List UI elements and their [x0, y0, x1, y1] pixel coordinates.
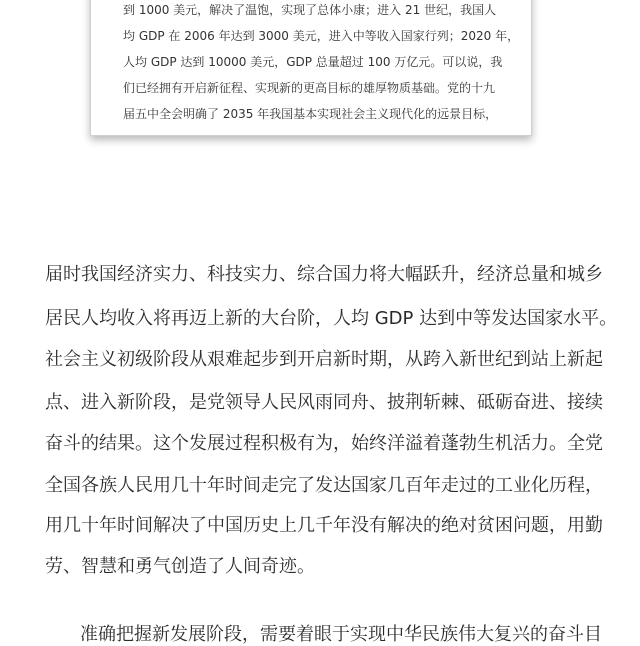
- paragraph-line: 劳、智慧和勇气创造了人间奇迹。: [45, 556, 315, 577]
- paragraph-line: 点、进入新阶段，是党领导人民风雨同舟、披荆斩棘、砥砺奋进、接续: [45, 392, 603, 413]
- paragraph-line: 奋斗的结果。这个发展过程积极有为，始终洋溢着蓬勃生机活力。全党: [45, 433, 603, 454]
- paragraph-line: 准确把握新发展阶段，需要着眼于实现中华民族伟大复兴的奋斗目: [80, 624, 602, 645]
- paragraph-line: 社会主义初级阶段从艰难起步到开启新时期，从跨入新世纪到站上新起: [45, 349, 603, 370]
- card-text-line: 到 1000 美元，解决了温饱，实现了总体小康；进入 21 世纪，我国人: [123, 3, 497, 17]
- card-text-line: 们已经拥有开启新征程、实现新的更高目标的雄厚物质基础。党的十九: [123, 81, 496, 95]
- card-text-line: 均 GDP 在 2006 年达到 3000 美元，进入中等收入国家行列；2020 年，: [123, 29, 520, 43]
- paragraph-line: 届时我国经济实力、科技实力、综合国力将大幅跃升，经济总量和城乡: [45, 264, 603, 285]
- paragraph-line: 全国各族人民用几十年时间走完了发达国家几百年走过的工业化历程，: [45, 475, 603, 496]
- paragraph-line: 用几十年时间解决了中国历史上几千年没有解决的绝对贫困问题，用勤: [45, 515, 603, 536]
- card-text-line: 届五中全会明确了 2035 年我国基本实现社会主义现代化的远景目标，: [123, 107, 498, 121]
- paragraph-line: 居民人均收入将再迈上新的大台阶，人均 GDP 达到中等发达国家水平。: [45, 308, 618, 329]
- card-text-line: 人均 GDP 达到 10000 美元，GDP 总量超过 100 万亿元。可以说，我: [123, 55, 503, 69]
